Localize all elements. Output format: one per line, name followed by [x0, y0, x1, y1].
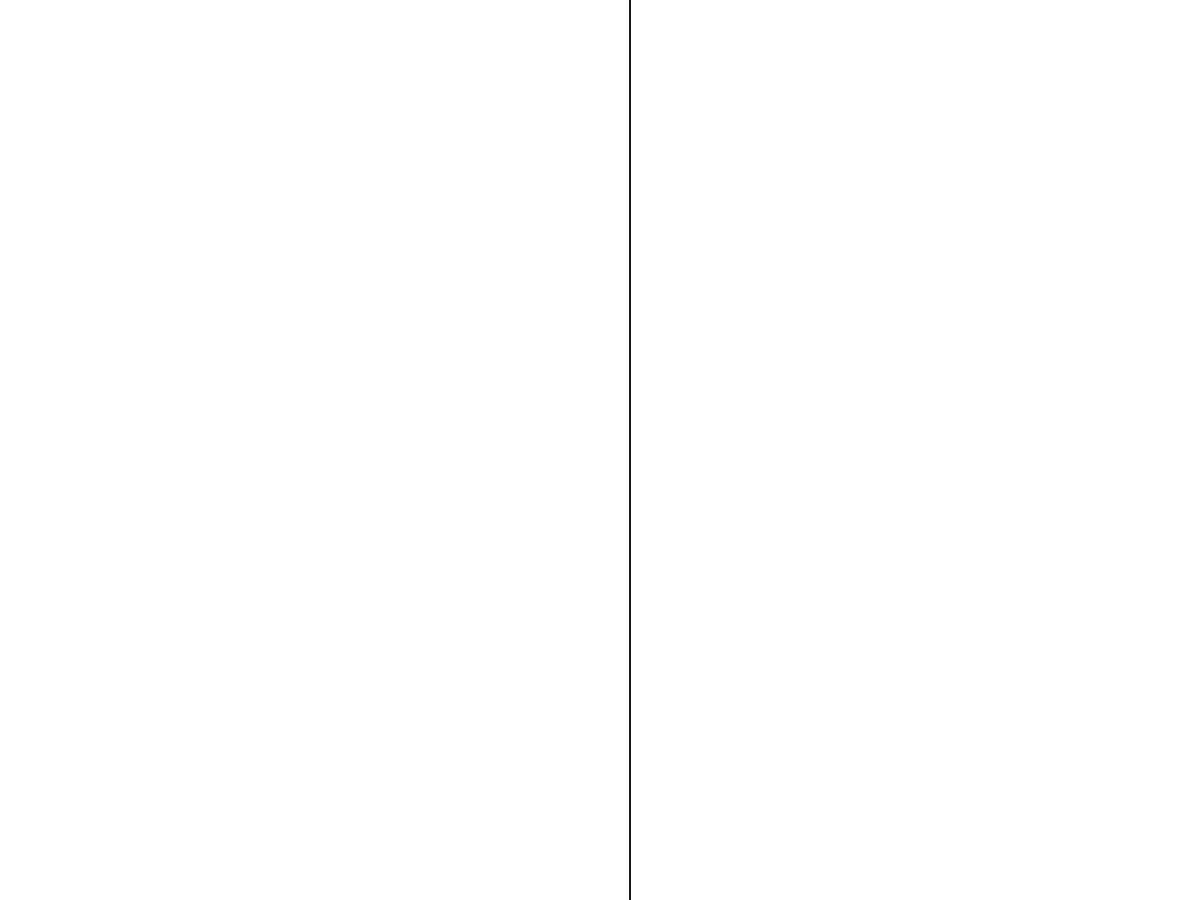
column-divider: [629, 0, 631, 900]
